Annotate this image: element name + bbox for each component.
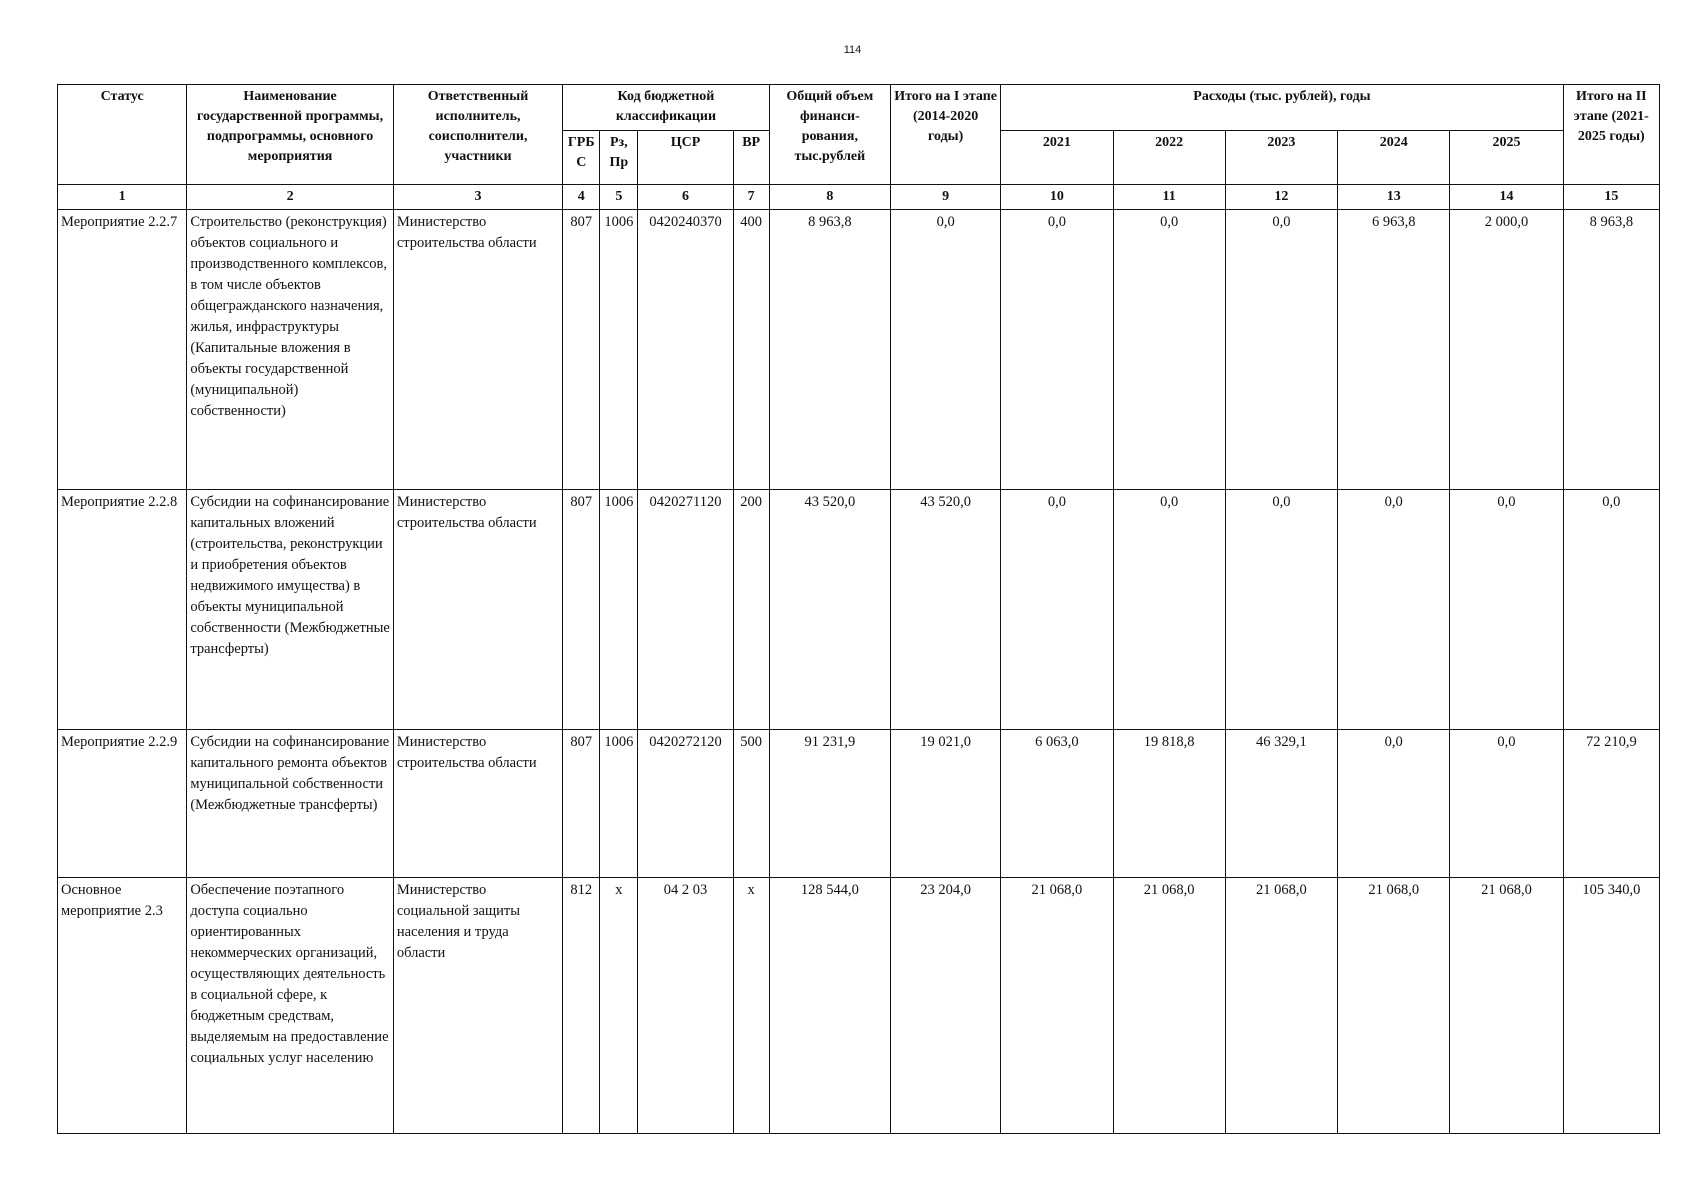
row-total: 91 231,9: [769, 730, 890, 878]
budget-table: [57, 84, 1660, 1134]
row-stage2: 72 210,9: [1563, 730, 1659, 878]
row-status: Мероприятие 2.2.8: [58, 490, 187, 730]
row-responsible: Министерство социальной защиты населения и труда области: [393, 878, 562, 1134]
row-status: Мероприятие 2.2.9: [58, 730, 187, 878]
row-status: Мероприятие 2.2.7: [58, 210, 187, 490]
row-csr: 0420271120: [638, 490, 733, 730]
row-year-2024: 0,0: [1338, 490, 1450, 730]
row-vr: 400: [733, 210, 769, 490]
row-stage1: 23 204,0: [891, 878, 1001, 1134]
row-rzpr: 1006: [600, 210, 638, 490]
row-responsible: Министерство строительства области: [393, 490, 562, 730]
row-stage1: 0,0: [891, 210, 1001, 490]
column-number: 4: [563, 185, 600, 210]
row-grbs: 807: [563, 730, 600, 878]
row-stage1: 43 520,0: [891, 490, 1001, 730]
row-year-2025: 2 000,0: [1450, 210, 1563, 490]
column-number: 1: [58, 185, 187, 210]
column-number: 8: [769, 185, 890, 210]
row-status: Основное мероприятие 2.3: [58, 878, 187, 1134]
row-name: Обеспечение поэтапного доступа социально ориентированных некоммерческих организаций, осуществляющих деятельность в социальной сфере, к бюджетным средствам, выделяемым на предоставление социальных услуг населению: [187, 878, 394, 1134]
row-stage2: 0,0: [1563, 490, 1659, 730]
header-vr: ВР: [733, 131, 769, 185]
column-number: 6: [638, 185, 733, 210]
row-year-2021: 21 068,0: [1001, 878, 1113, 1134]
row-year-2024: 21 068,0: [1338, 878, 1450, 1134]
row-year-2023: 21 068,0: [1225, 878, 1337, 1134]
row-csr: 0420272120: [638, 730, 733, 878]
row-year-2025: 21 068,0: [1450, 878, 1563, 1134]
row-year-2022: 19 818,8: [1113, 730, 1225, 878]
row-vr: 200: [733, 490, 769, 730]
header-year-2023: 2023: [1225, 131, 1337, 185]
header-responsible: Ответственный исполнитель, соисполнители, участники: [393, 85, 562, 185]
row-rzpr: 1006: [600, 730, 638, 878]
column-number: 7: [733, 185, 769, 210]
row-vr: х: [733, 878, 769, 1134]
header-status: Статус: [58, 85, 187, 185]
header-total: Общий объем финанси- рования, тыс.рублей: [769, 85, 890, 185]
row-responsible: Министерство строительства области: [393, 210, 562, 490]
header-csr: ЦСР: [638, 131, 733, 185]
row-year-2023: 0,0: [1225, 490, 1337, 730]
row-csr: 04 2 03: [638, 878, 733, 1134]
header-stage2: Итого на II этапе (2021- 2025 годы): [1563, 85, 1659, 185]
column-number: 15: [1563, 185, 1659, 210]
row-grbs: 807: [563, 210, 600, 490]
row-year-2023: 0,0: [1225, 210, 1337, 490]
row-year-2025: 0,0: [1450, 490, 1563, 730]
column-number: 5: [600, 185, 638, 210]
header-year-2024: 2024: [1338, 131, 1450, 185]
header-year-2025: 2025: [1450, 131, 1563, 185]
table-row: [58, 878, 1660, 1134]
header-year-2022: 2022: [1113, 131, 1225, 185]
column-number: 14: [1450, 185, 1563, 210]
row-vr: 500: [733, 730, 769, 878]
column-number: 12: [1225, 185, 1337, 210]
row-year-2021: 6 063,0: [1001, 730, 1113, 878]
row-name: Субсидии на софинансирование капитального ремонта объектов муниципальной собственности (Межбюджетные трансферты): [187, 730, 394, 878]
row-stage2: 105 340,0: [1563, 878, 1659, 1134]
row-total: 43 520,0: [769, 490, 890, 730]
row-csr: 0420240370: [638, 210, 733, 490]
row-year-2022: 0,0: [1113, 490, 1225, 730]
row-year-2023: 46 329,1: [1225, 730, 1337, 878]
column-number: 10: [1001, 185, 1113, 210]
header-rzpr: Рз, Пр: [600, 131, 638, 185]
header-year-2021: 2021: [1001, 131, 1113, 185]
column-number: 3: [393, 185, 562, 210]
table-row: [58, 730, 1660, 878]
row-rzpr: х: [600, 878, 638, 1134]
row-year-2025: 0,0: [1450, 730, 1563, 878]
row-stage1: 19 021,0: [891, 730, 1001, 878]
table-row: [58, 490, 1660, 730]
column-number: 2: [187, 185, 394, 210]
header-stage1: Итого на I этапе (2014-2020 годы): [891, 85, 1001, 185]
row-stage2: 8 963,8: [1563, 210, 1659, 490]
row-name: Субсидии на софинансирование капитальных вложений (строительства, реконструкции и приобретения объектов недвижимого имущества) в объекты муниципальной собственности (Межбюджетные трансферты): [187, 490, 394, 730]
row-total: 128 544,0: [769, 878, 890, 1134]
row-year-2024: 6 963,8: [1338, 210, 1450, 490]
header-budget-code: Код бюджетной классификации: [563, 85, 769, 131]
row-year-2022: 21 068,0: [1113, 878, 1225, 1134]
row-grbs: 807: [563, 490, 600, 730]
row-year-2022: 0,0: [1113, 210, 1225, 490]
row-name: Строительство (реконструкция) объектов социального и производственного комплексов, в том числе объектов общегражданского назначения, жилья, инфраструктуры (Капитальные вложения в объекты государственной (муниципальной) собственности): [187, 210, 394, 490]
table-row: [58, 210, 1660, 490]
column-number: 11: [1113, 185, 1225, 210]
column-number: 9: [891, 185, 1001, 210]
row-year-2021: 0,0: [1001, 490, 1113, 730]
row-grbs: 812: [563, 878, 600, 1134]
row-year-2024: 0,0: [1338, 730, 1450, 878]
row-rzpr: 1006: [600, 490, 638, 730]
header-name: Наименование государственной программы, подпрограммы, основного мероприятия: [187, 85, 394, 185]
header-expenses: Расходы (тыс. рублей), годы: [1001, 85, 1563, 131]
header-grbs: ГРБ С: [563, 131, 600, 185]
row-responsible: Министерство строительства области: [393, 730, 562, 878]
row-total: 8 963,8: [769, 210, 890, 490]
row-year-2021: 0,0: [1001, 210, 1113, 490]
column-number: 13: [1338, 185, 1450, 210]
page-number: 114: [843, 44, 862, 56]
